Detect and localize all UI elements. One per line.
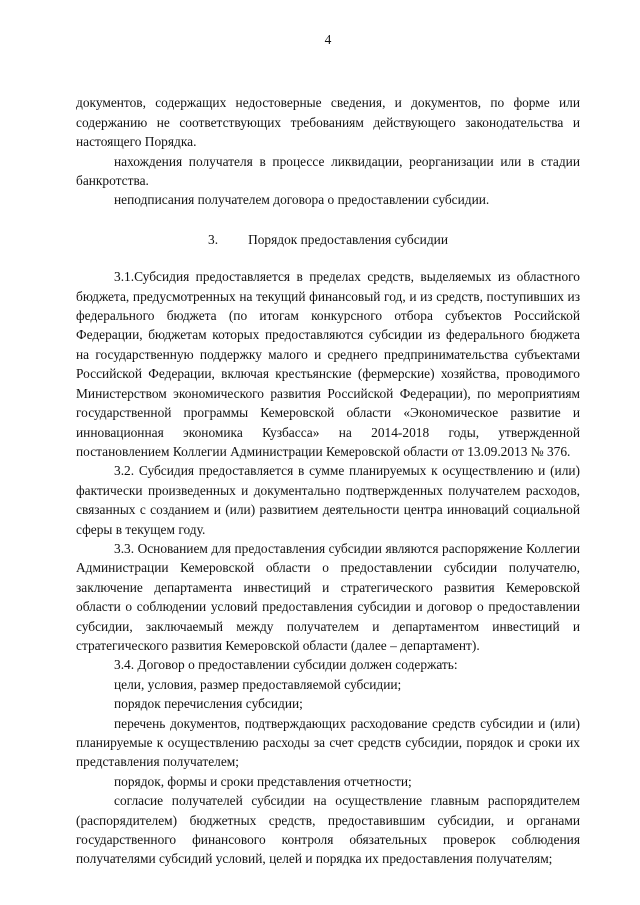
paragraph-3-2: 3.2. Субсидия предоставляется в сумме планируемых к осуществлению и (или) фактически произведенных и документально подтвержденных получателем расходов, связанных с созданием и (или) развитием деятельности центра инноваций социальной сферы в текущем году. (76, 463, 580, 537)
section-number: 3. (208, 231, 219, 247)
list-item-consent: согласие получателей субсидии на осуществление главным распорядителем (распорядителем) бюджетных средств, предоставившим субсидии, и органами государственного финансового контроля обязательных проверок соблюдения получателями субсидий условий, целей и порядка их предоставления получателям; (76, 793, 580, 867)
paragraph-3-4: 3.4. Договор о предоставлении субсидии должен содержать: (114, 657, 458, 673)
list-item-goals: цели, условия, размер предоставляемой субсидии; (114, 676, 402, 692)
paragraph-unsigned-contract: неподписания получателем договора о предоставлении субсидии. (114, 192, 490, 208)
paragraph-documents: документов, содержащих недостоверные сведения, и документов, по форме или содержанию не соответствующих требованиям действующего законодательства и настоящего Порядка. (76, 95, 580, 150)
paragraph-3-3: 3.3. Основанием для предоставления субсидии являются распоряжение Коллегии Администрации Кемеровской области о предоставлении субсидии получателю, заключение департамента инвестиций и стратегического развития Кемеровской области о соблюдении условий предоставления субсидии и договор о предоставлении субсидии, заключаемый между получателем и департаментом инвестиций и стратегического развития Кемеровской области (далее – департамент). (76, 540, 580, 653)
section-heading (76, 230, 580, 249)
list-item-transfer-order: порядок перечисления субсидии; (114, 696, 303, 712)
page-number: 4 (324, 32, 332, 47)
paragraph-3-1: 3.1.Субсидия предоставляется в пределах средств, выделяемых из областного бюджета, предусмотренных на текущий финансовый год, и из средств, поступивших из федерального бюджета (по итогам конкурсного отбора субъектов Российской Федерации, бюджетам которых предоставляются субсидии из федерального бюджета на государственную поддержку малого и среднего предпринимательства субъектами Российской Федерации, включая крестьянские (фермерские) хозяйства, проводимого Министерством экономического развития Российской Федерации), по мероприятиям государственной программы Кемеровской области «Экономическое развитие и инновационная экономика Кузбасса» на 2014-2018 годы, утвержденной постановлением Коллегии Администрации Кемеровской области от 13.09.2013 № 376. (76, 269, 580, 459)
paragraph-liquidation: нахождения получателя в процессе ликвидации, реорганизации или в стадии банкротства. (76, 153, 580, 189)
list-item-documents-list: перечень документов, подтверждающих расходование средств субсидии и (или) планируемые к осуществлению расходы за счет средств субсидии, порядок и сроки их представления получателем; (76, 715, 580, 770)
section-title: Порядок предоставления субсидии (248, 231, 448, 247)
list-item-reporting: порядок, формы и сроки представления отчетности; (114, 773, 412, 789)
